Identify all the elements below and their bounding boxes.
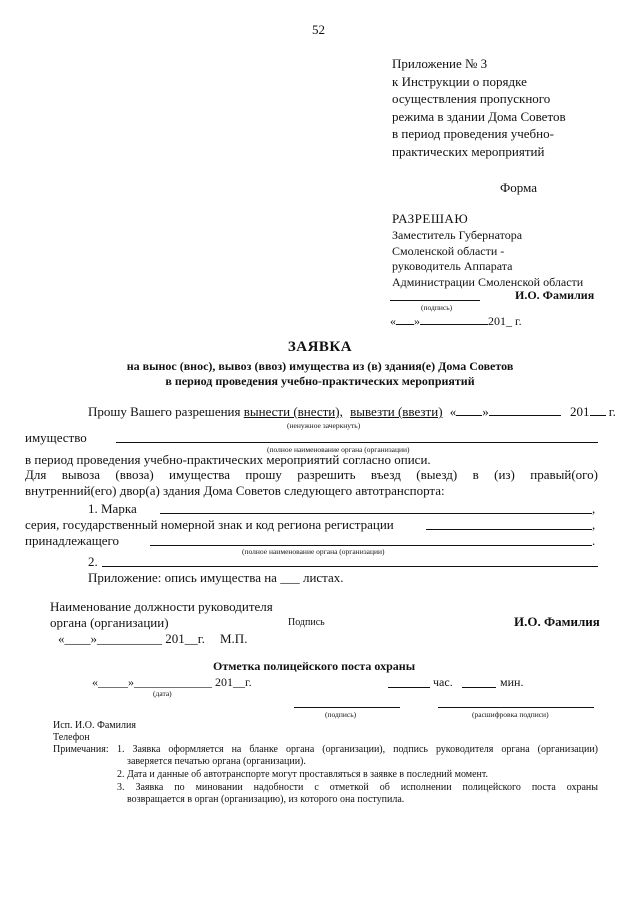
document-subtitle: в период проведения учебно-практических мероприятий: [165, 374, 475, 388]
request-year: 201: [570, 404, 590, 419]
executor-name: Исп. И.О. Фамилия: [53, 720, 136, 731]
appendix-line: осуществления пропускного: [392, 91, 551, 106]
comma: ,: [592, 501, 596, 516]
police-decoding-caption: (расшифровка подписи): [472, 710, 549, 719]
item1-label: 1. Марка: [88, 501, 137, 516]
approval-date: [390, 314, 522, 329]
police-date: «_____»_____________ 201__г.: [92, 675, 252, 689]
brand-line: [160, 513, 592, 514]
hours-label: час.: [433, 675, 453, 689]
option-drive: вывезти (ввезти): [350, 404, 443, 419]
year-suffix: г.: [608, 404, 616, 419]
note-item: 1. Заявка оформляется на бланке органа (организации), подпись руководителя органа (организации): [117, 744, 598, 755]
vehicle-paragraph: Для вывоза (ввоза) имущества прошу разрешить въезд (выезд) в (из) правый(ого): [25, 467, 598, 482]
signature-label: Подпись: [288, 617, 325, 628]
form-label: Форма: [500, 180, 537, 195]
option-carry: вынести (внести),: [243, 404, 343, 419]
note-item: заверяется печатью органа (организации).: [127, 756, 306, 767]
signatory-date: «____»__________ 201__г.: [58, 631, 205, 646]
police-decoding-line: [438, 707, 594, 708]
police-title: Отметка полицейского поста охраны: [213, 659, 416, 673]
approval-line: Администрации Смоленской области: [392, 274, 584, 289]
signatory-org: органа (организации): [50, 615, 169, 630]
notes-label: Примечания:: [53, 744, 109, 755]
request-line: [88, 404, 616, 420]
appendix-line: практических мероприятий: [392, 143, 545, 159]
owner-label: принадлежащего: [25, 533, 120, 548]
document-title: ЗАЯВКА: [287, 339, 353, 355]
note-item: возвращается в орган (организацию), из которого она поступила.: [127, 794, 405, 805]
quote-open: «: [449, 404, 457, 419]
approval-line: Заместитель Губернатора: [392, 228, 523, 242]
police-signature-line: [294, 707, 400, 708]
signatory-name: И.О. Фамилия: [514, 614, 600, 629]
appendix-block: [392, 55, 566, 160]
strike-caption: (ненужное зачеркнуть): [287, 421, 361, 430]
appendix-line: к Инструкции о порядке: [392, 73, 527, 89]
police-signature-caption: (подпись): [325, 710, 357, 719]
approval-line: руководитель Аппарата: [392, 259, 513, 273]
appendix-line: в период проведения учебно-: [392, 126, 554, 141]
series-label: серия, государственный номерной знак и код региона регистрации: [25, 517, 394, 532]
period: .: [592, 533, 596, 548]
minutes-line: [462, 687, 496, 688]
property-label: имущество: [25, 430, 87, 445]
signatory-position: Наименование должности руководителя: [50, 599, 273, 614]
item2-line: [102, 566, 598, 567]
approval-signature-caption: (подпись): [421, 303, 453, 312]
vehicle-paragraph: внутренний(его) двор(а) здания Дома Советов следующего автотранспорта:: [25, 483, 445, 498]
approval-name: И.О. Фамилия: [515, 288, 595, 302]
item2-label: 2.: [88, 554, 98, 569]
quote-close: »: [414, 314, 420, 328]
approval-signature-line: [390, 300, 480, 301]
approval-line: Смоленской области -: [392, 243, 505, 258]
appendix-line: режима в здании Дома Советов: [392, 108, 566, 124]
police-date-caption: (дата): [153, 689, 172, 698]
inventory-line: в период проведения учебно-практических мероприятий согласно описи.: [25, 452, 431, 467]
request-prefix: Прошу Вашего разрешения: [88, 404, 241, 419]
org-caption: (полное наименование органа (организации): [242, 547, 385, 556]
stamp-label: М.П.: [220, 631, 248, 646]
approval-lines: [392, 228, 583, 290]
owner-line: [150, 545, 592, 546]
document-subtitle: на вынос (внос), вывоз (ввоз) имущества из (в) здания(е) Дома Советов: [126, 359, 514, 373]
series-line: [426, 529, 592, 530]
attachment: Приложение: опись имущества на ___ листах.: [88, 570, 344, 585]
note-item: 3. Заявка по миновании надобности с отметкой об исполнении полицейского поста охраны: [117, 782, 598, 793]
quote-close: »: [482, 404, 489, 419]
approval-heading: РАЗРЕШАЮ: [392, 211, 469, 226]
appendix-line: Приложение № 3: [392, 56, 488, 71]
executor-phone: Телефон: [53, 732, 90, 743]
quote-open: «: [390, 314, 396, 328]
org-caption: (полное наименование органа (организации): [267, 445, 410, 454]
minutes-label: мин.: [500, 675, 524, 689]
property-line: [116, 442, 598, 443]
date-year: 201_ г.: [488, 314, 522, 328]
hours-line: [388, 687, 430, 688]
page-number: 52: [312, 22, 325, 37]
note-item: 2. Дата и данные об автотранспорте могут проставляться в заявке в последний момент.: [117, 769, 488, 780]
comma: ,: [592, 517, 596, 532]
